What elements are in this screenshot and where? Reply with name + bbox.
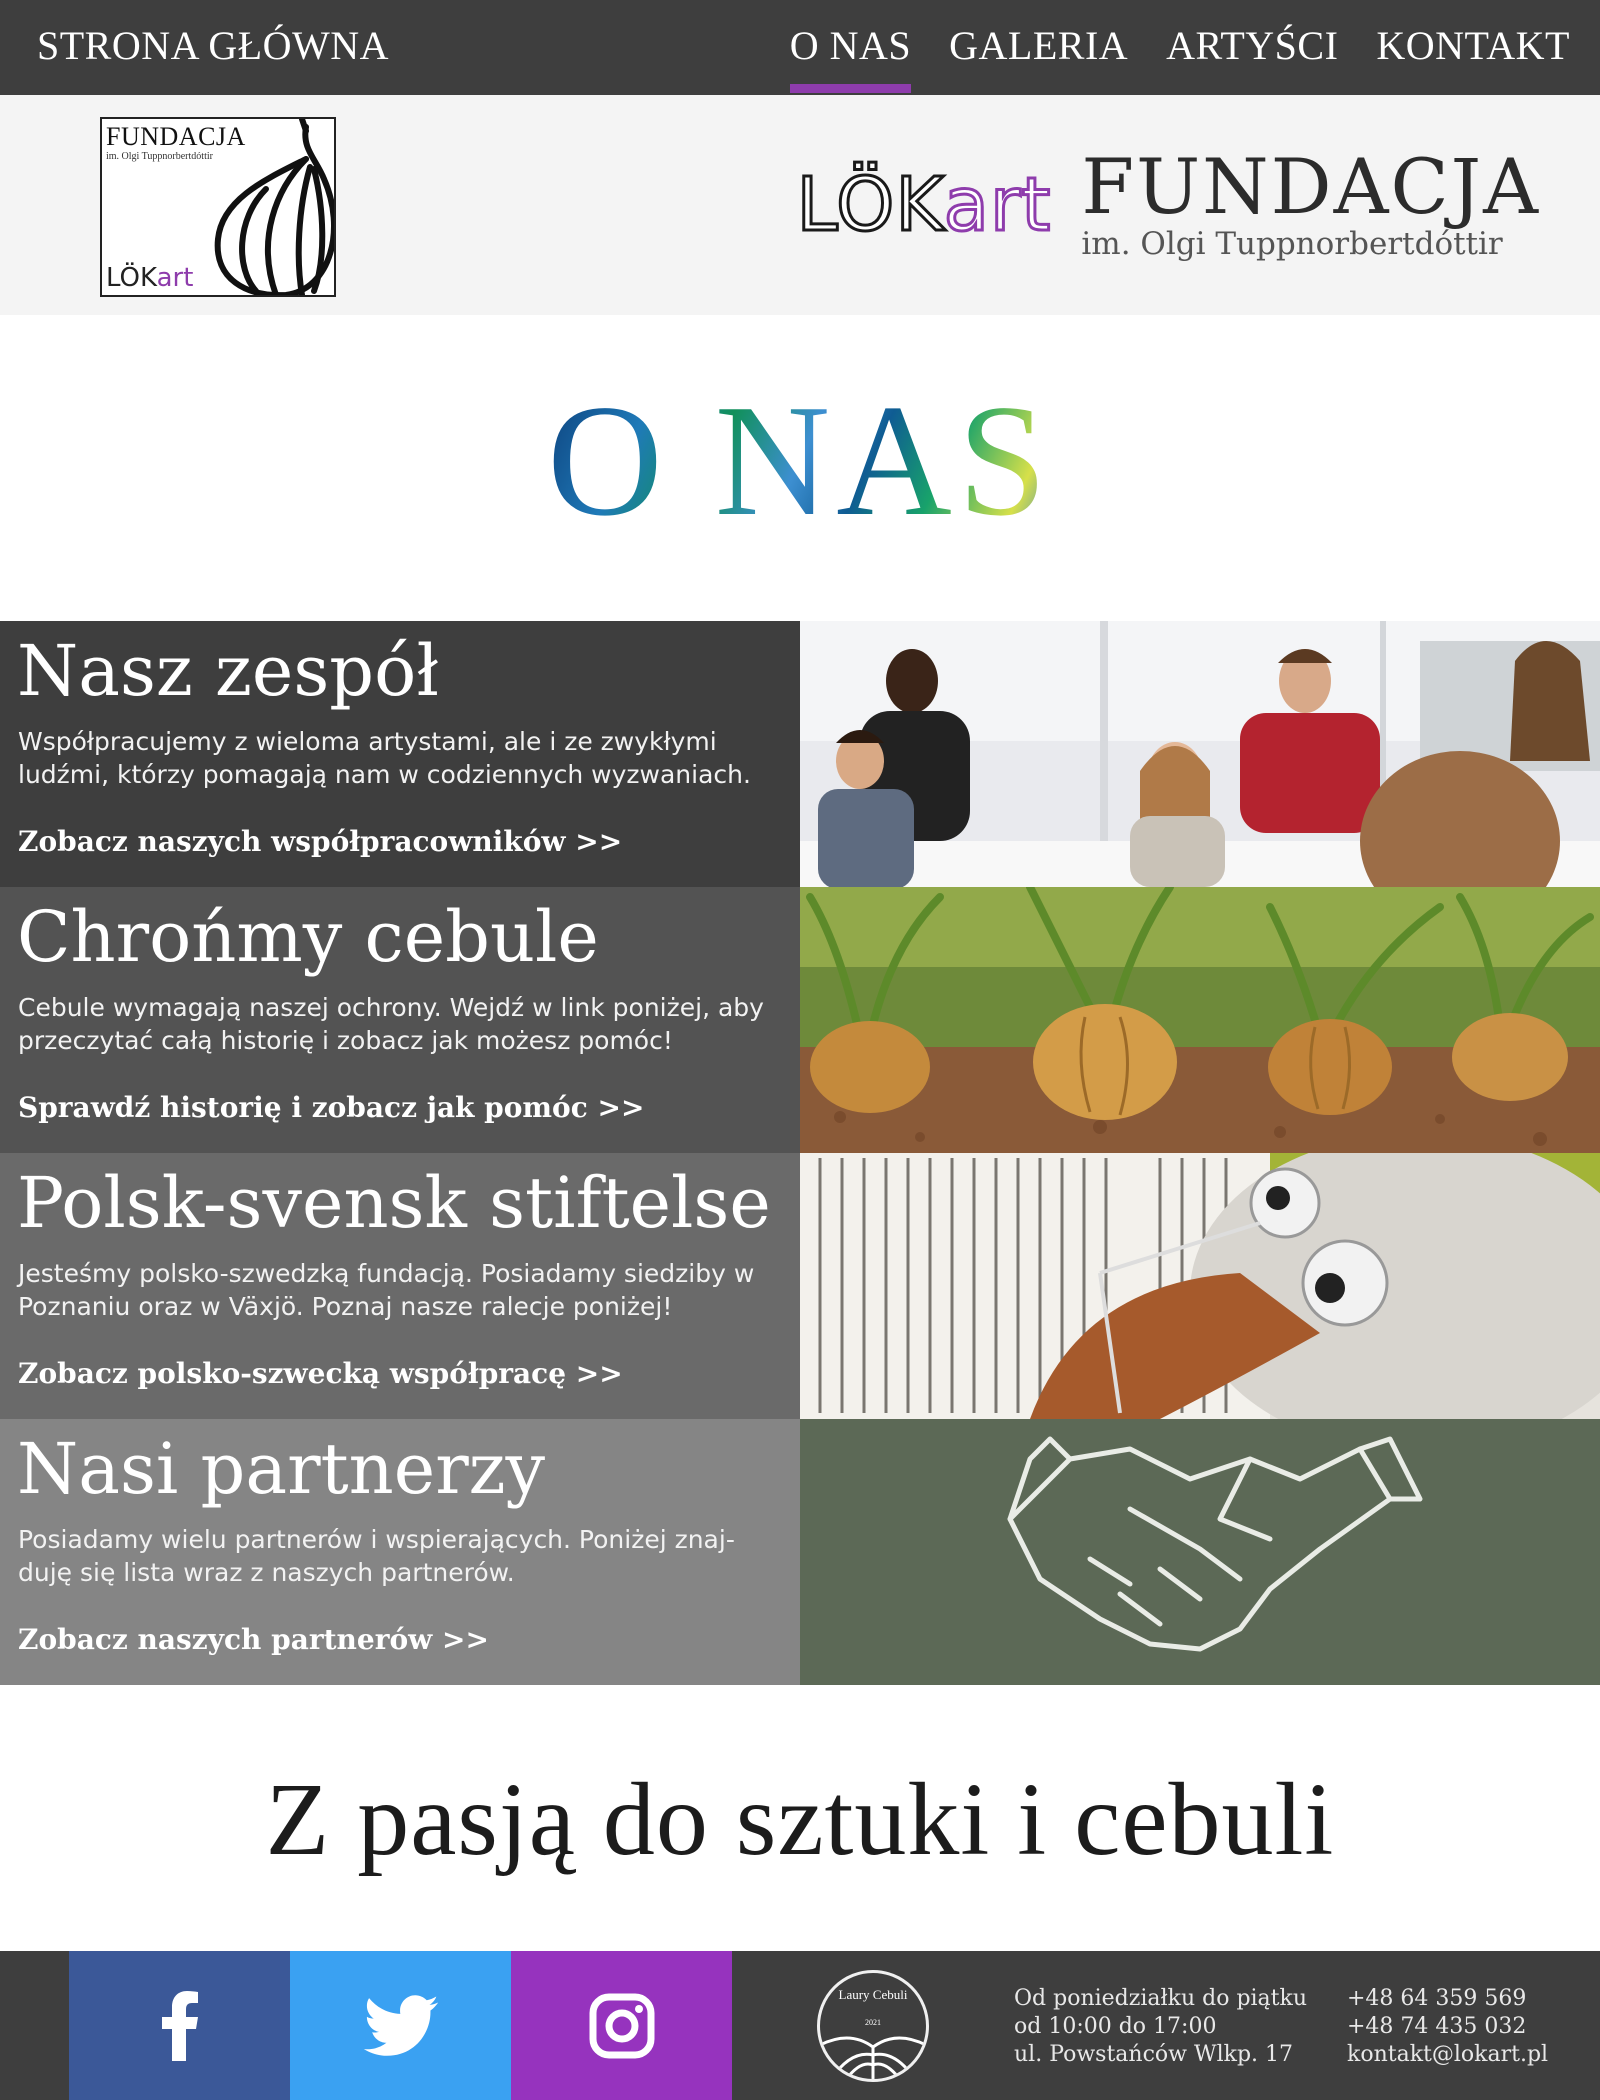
section-title: Nasi partnerzy (17, 1428, 546, 1510)
section-text (0, 1153, 800, 1419)
lokart-wordmark (797, 162, 1052, 248)
logo-subtitle: im. Olgi Tuppnorbertdóttir (106, 151, 213, 162)
instagram-icon (589, 1993, 655, 2059)
lokart-art: art (943, 162, 1052, 248)
facebook-button[interactable] (69, 1951, 290, 2100)
onion-field-icon (820, 2025, 926, 2081)
logo-wordmark-lo: LÖK (106, 263, 157, 293)
section-text (0, 887, 800, 1153)
dictionary-frog-photo (800, 1153, 1600, 1419)
section-title: Nasz zespół (17, 630, 439, 712)
section-body: Posiadamy wielu partnerów i wspierających. Poniżej znaj-duję się lista wraz z naszych partnerów. (18, 1525, 735, 1587)
logo-wordmark (106, 263, 193, 293)
page-title (0, 371, 1600, 549)
award-badge (817, 1970, 929, 2082)
section-onions (0, 887, 1600, 1153)
section-polish-swedish (0, 1153, 1600, 1419)
team-photo (800, 621, 1600, 887)
hours-line: Od poniedziałku do piątku (1014, 1986, 1308, 2011)
hours-line: od 10:00 do 17:00 (1014, 2014, 1217, 2039)
onions-link[interactable]: Sprawdź historię i zobacz jak pomóc >> (18, 1091, 645, 1124)
nav-link-galeria[interactable]: GALERIA (949, 23, 1129, 68)
chalk-handshake-art (800, 1419, 1600, 1685)
logo-wordmark-art: art (156, 263, 194, 293)
chalk-handshake-photo (800, 1419, 1600, 1685)
instagram-button[interactable] (511, 1951, 732, 2100)
logo-title: FUNDACJA (106, 122, 246, 151)
brand-header (0, 95, 1600, 315)
section-body: Współpracujemy z wieloma artystami, ale i ze zwykłymi ludźmi, którzy pomagają nam w codziennych wyzwaniach. (18, 727, 751, 789)
nav-link-home[interactable]: STRONA GŁÓWNA (37, 23, 390, 68)
section-title: Polsk-svensk stiftelse (17, 1162, 771, 1244)
lokart-lo: LÖK (796, 162, 944, 248)
badge-title: Laury Cebuli (838, 1987, 908, 2002)
onion-field-art (800, 887, 1600, 1153)
facebook-icon (160, 1991, 200, 2061)
onion-icon (206, 119, 336, 297)
twitter-icon (363, 1995, 439, 2057)
section-body: Jesteśmy polsko-szwedzką fundacją. Posiadamy siedziby w Poznaniu oraz w Växjö. Poznaj nasze ralecje poniżej! (18, 1259, 755, 1321)
email-link[interactable]: kontakt@lokart.pl (1347, 2042, 1549, 2067)
nav-link-o-nas[interactable]: O NAS (790, 0, 911, 95)
section-text (0, 621, 800, 887)
tagline: Z pasją do sztuki i cebuli (265, 1762, 1335, 1877)
dictionary-frog-art (800, 1153, 1600, 1419)
section-team (0, 621, 1600, 887)
nav-link-artysci[interactable]: ARTYŚCI (1166, 23, 1339, 68)
section-body: Cebule wymagają naszej ochrony. Wejdź w link poniżej, aby przeczytać całą historię i zobacz jak możesz pomóc! (18, 993, 764, 1055)
top-navigation (0, 0, 1600, 95)
contact-info (1347, 1985, 1548, 2069)
foundation-logo[interactable] (100, 117, 336, 297)
footer (0, 1951, 1600, 2100)
onion-field-photo (800, 887, 1600, 1153)
badge-year: 2021 (865, 2018, 881, 2027)
brand-patron: im. Olgi Tuppnorbertdóttir (1081, 226, 1503, 262)
opening-hours (1014, 1985, 1307, 2069)
cooperation-link[interactable]: Zobacz polsko-szwecką współpracę >> (18, 1357, 623, 1390)
partners-link[interactable]: Zobacz naszych partnerów >> (18, 1623, 489, 1656)
nav-links (752, 0, 1570, 95)
brand-text (1081, 142, 1540, 262)
brand-wordmark (796, 142, 1540, 265)
address-line: ul. Powstańców Wlkp. 17 (1014, 2042, 1294, 2067)
team-photo-art (800, 621, 1600, 887)
brand-fundacja: FUNDACJA (1081, 142, 1540, 231)
nav-link-kontakt[interactable]: KONTAKT (1376, 23, 1570, 68)
page-title-text: O NAS (547, 371, 1053, 549)
section-title: Chrońmy cebule (17, 896, 599, 978)
phone-1[interactable]: +48 64 359 569 (1347, 1986, 1527, 2011)
section-partners (0, 1419, 1600, 1685)
phone-2[interactable]: +48 74 435 032 (1347, 2014, 1527, 2039)
team-link[interactable]: Zobacz naszych współpracowników >> (18, 825, 623, 858)
twitter-button[interactable] (290, 1951, 511, 2100)
section-text (0, 1419, 800, 1685)
